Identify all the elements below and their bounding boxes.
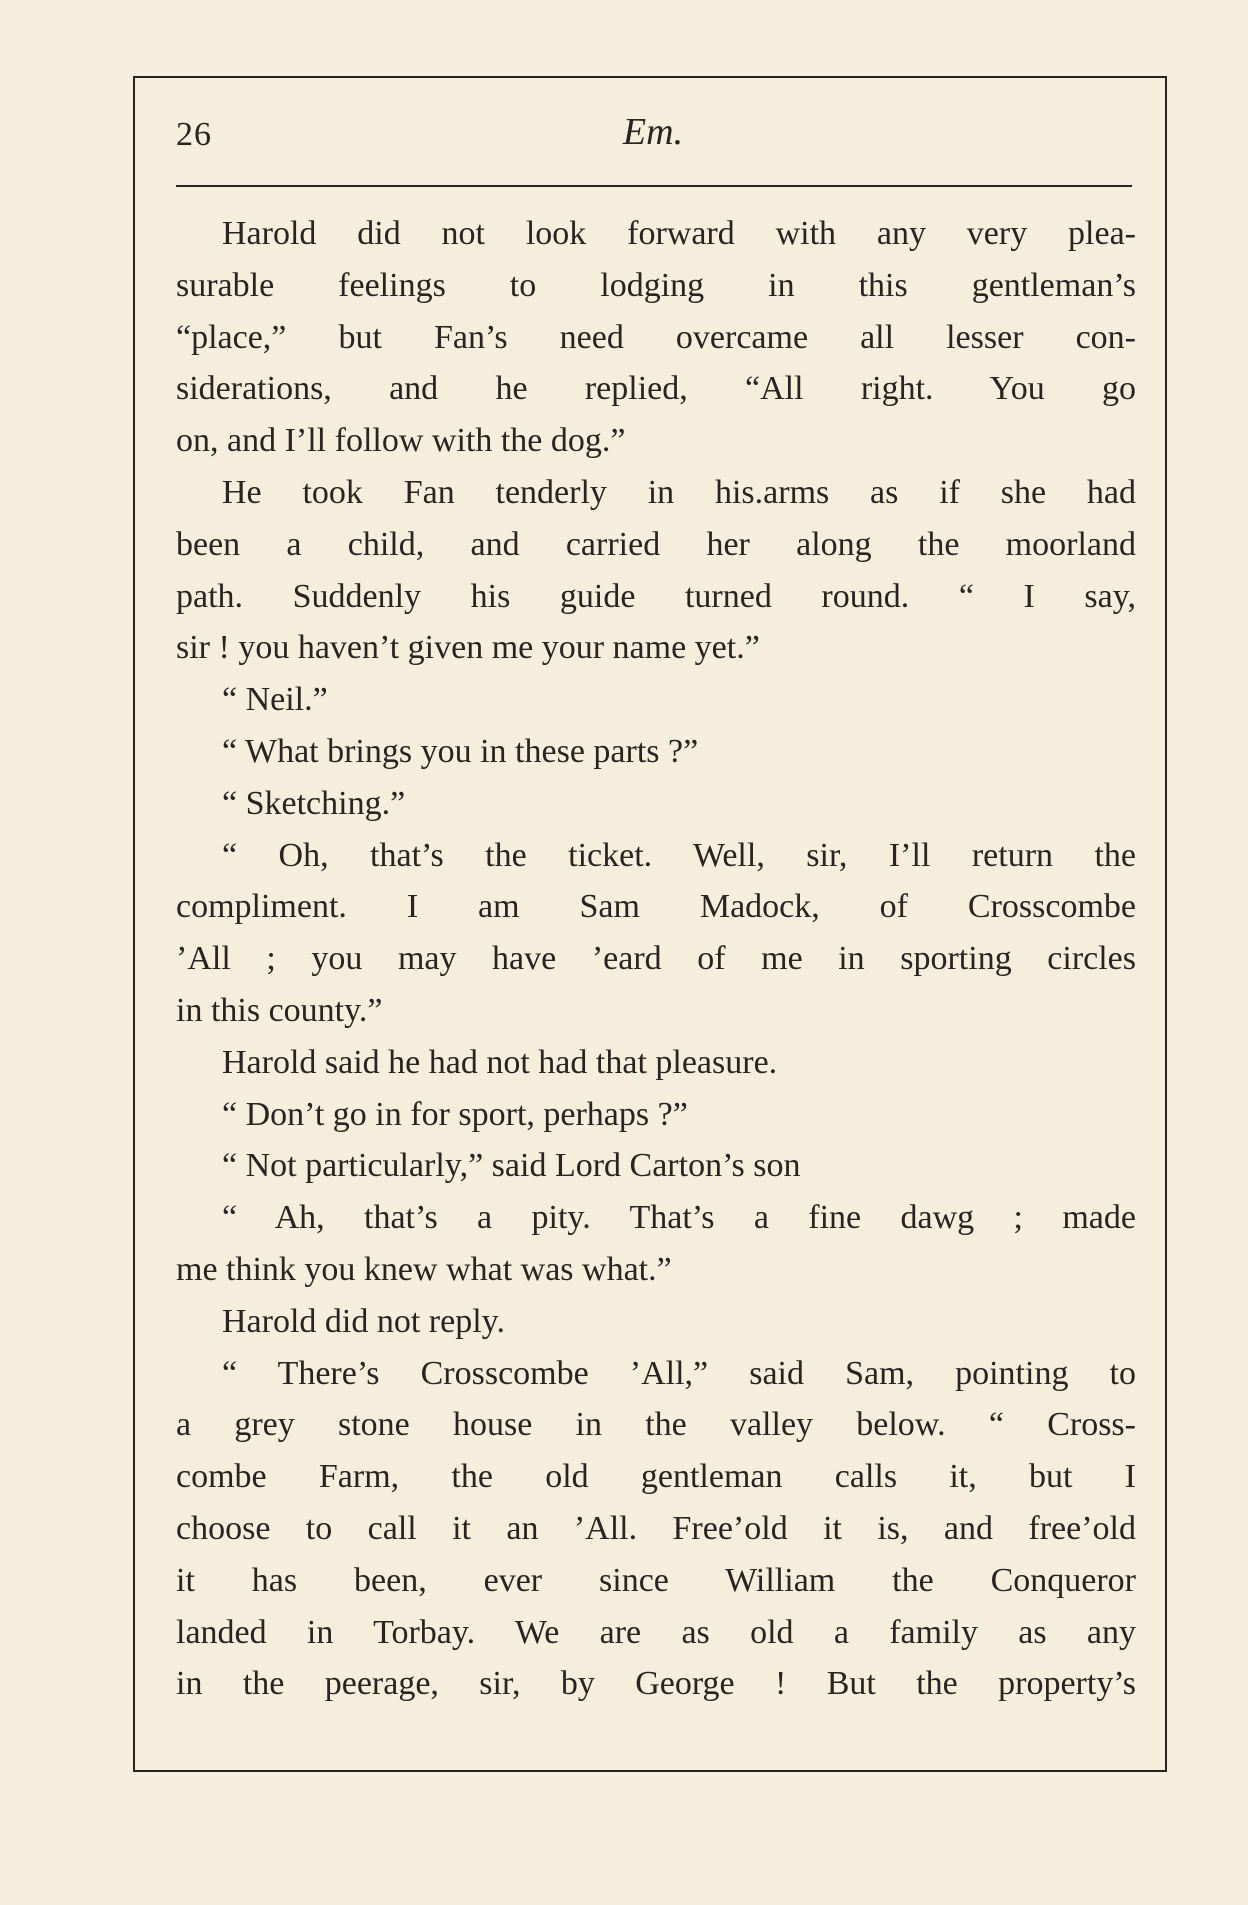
text-line: “ Don’t go in for sport, perhaps ?”	[222, 1095, 688, 1133]
text-line: choose to call it an ’All. Free’old it is, and free’old	[176, 1509, 1136, 1547]
body-text	[176, 208, 1136, 1710]
text-line: “ Not particularly,” said Lord Carton’s son	[222, 1147, 801, 1185]
text-line: in this county.”	[176, 991, 383, 1029]
text-line: on, and I’ll follow with the dog.”	[176, 422, 626, 460]
text-line: “ There’s Crosscombe ’All,” said Sam, pointing to	[222, 1354, 1136, 1392]
text-line: landed in Torbay. We are as old a family as any	[176, 1613, 1136, 1651]
text-line: compliment. I am Sam Madock, of Crosscombe	[176, 888, 1136, 926]
text-line: combe Farm, the old gentleman calls it, but I	[176, 1458, 1136, 1496]
text-line: Harold did not look forward with any very plea-	[222, 215, 1136, 252]
text-line: been a child, and carried her along the moorland	[176, 525, 1136, 563]
running-title: Em.	[622, 111, 684, 153]
text-line: ’All ; you may have ’eard of me in sporting circles	[176, 940, 1136, 978]
page-number: 26	[176, 116, 212, 153]
text-line: surable feelings to lodging in this gentleman’s	[176, 266, 1136, 304]
text-line: me think you knew what was what.”	[176, 1250, 672, 1288]
header-rule	[176, 185, 1132, 187]
text-line: siderations, and he replied, “All right. You go	[176, 370, 1136, 408]
text-line: sir ! you haven’t given me your name yet.”	[176, 629, 760, 667]
text-line: path. Suddenly his guide turned round. “ I say,	[176, 577, 1136, 615]
running-head	[176, 110, 1130, 170]
text-line: “ What brings you in these parts ?”	[222, 732, 699, 770]
text-line: “ Oh, that’s the ticket. Well, sir, I’ll return the	[222, 836, 1136, 874]
text-line: “ Ah, that’s a pity. That’s a fine dawg ; made	[222, 1199, 1136, 1237]
text-line: Harold did not reply.	[222, 1302, 505, 1340]
text-line: “ Neil.”	[222, 681, 328, 719]
text-line: “place,” but Fan’s need overcame all lesser con-	[176, 318, 1136, 356]
text-line: He took Fan tenderly in his.arms as if she had	[222, 473, 1136, 511]
text-line: “ Sketching.”	[222, 784, 406, 822]
text-line: in the peerage, sir, by George ! But the property’s	[176, 1665, 1136, 1703]
text-line: it has been, ever since William the Conqueror	[176, 1561, 1136, 1599]
text-line: a grey stone house in the valley below. “ Cross-	[176, 1406, 1136, 1444]
text-line: Harold said he had not had that pleasure.	[222, 1043, 778, 1081]
